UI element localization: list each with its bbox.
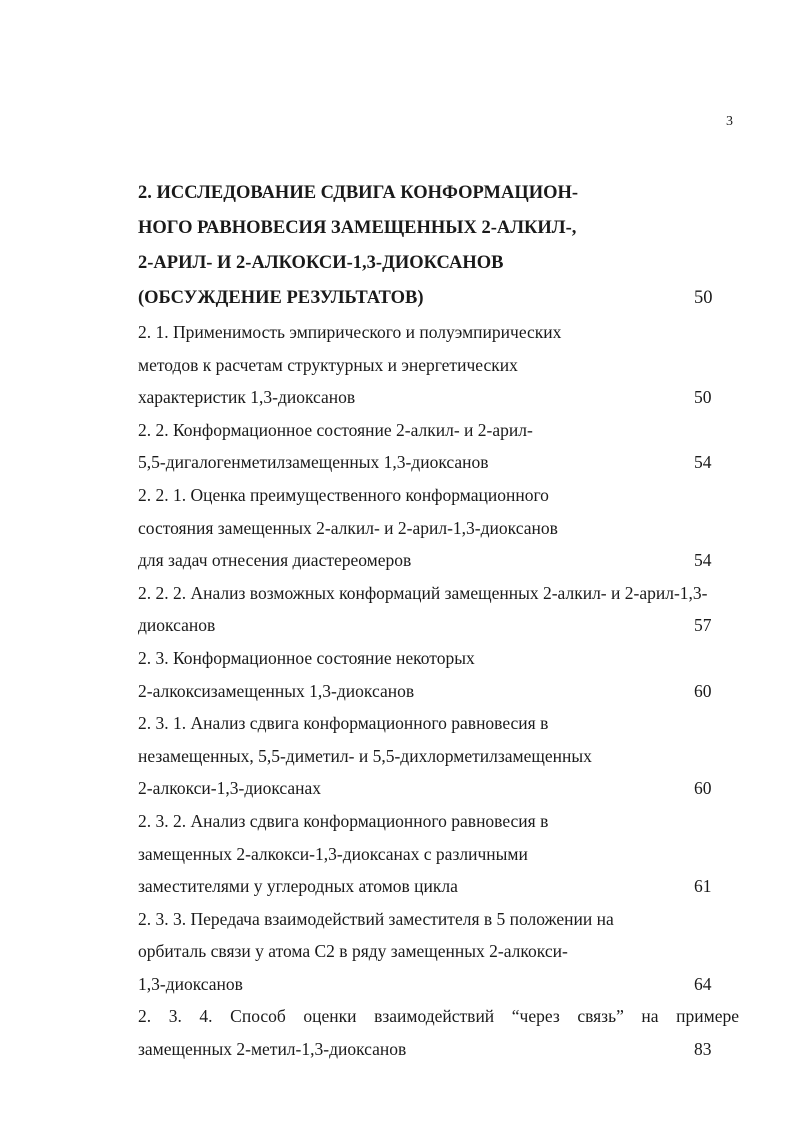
toc-entry-line <box>138 675 743 708</box>
heading-line-text: (ОБСУЖДЕНИЕ РЕЗУЛЬТАТОВ) <box>138 288 424 308</box>
toc-entry-text: 2-алкокси-1,3-диоксанах <box>138 778 322 799</box>
toc-entry <box>138 707 743 805</box>
toc-page-number: 54 <box>694 452 712 473</box>
toc-page-number: 60 <box>694 680 712 701</box>
toc-entry <box>138 316 743 414</box>
toc-heading <box>138 176 743 316</box>
toc-entry-text: характеристик 1,3-диоксанов <box>138 387 356 408</box>
toc-entry-line <box>138 446 743 479</box>
toc-entry-line <box>138 870 743 903</box>
page-number: 3 <box>726 114 733 129</box>
toc-entry-line <box>138 772 743 805</box>
toc-entry <box>138 1000 743 1065</box>
toc-page-number: 83 <box>694 1039 712 1060</box>
heading-line <box>138 281 743 316</box>
toc-entry <box>138 903 743 1001</box>
toc-entry <box>138 642 743 707</box>
toc-entry-line: 2. 3. 1. Анализ сдвига конформационного равновесия в <box>138 713 549 734</box>
toc-entry-text: заместителями у углеродных атомов цикла <box>138 876 458 897</box>
heading-line: 2. ИССЛЕДОВАНИЕ СДВИГА КОНФОРМАЦИОН- <box>138 183 579 203</box>
toc-page-number: 60 <box>694 778 712 799</box>
toc-entry-line: 2. 3. Конформационное состояние некоторых <box>138 647 475 668</box>
heading-line: НОГО РАВНОВЕСИЯ ЗАМЕЩЕННЫХ 2-АЛКИЛ-, <box>138 218 577 238</box>
table-of-contents <box>138 176 743 1066</box>
toc-page-number: 61 <box>694 876 712 897</box>
toc-page-number: 57 <box>694 615 712 636</box>
toc-entry-line: 2. 2. Конформационное состояние 2-алкил- и 2-арил- <box>138 419 533 440</box>
toc-page-number: 54 <box>694 550 712 571</box>
toc-entry-line: замещенных 2-алкокси-1,3-диоксанах с различными <box>138 843 528 864</box>
toc-entry-line <box>138 968 743 1001</box>
toc-entry-text: 2-алкоксизамещенных 1,3-диоксанов <box>138 680 415 701</box>
toc-entry-line: 2. 3. 4. Способ оценки взаимодействий “через связь” на примере <box>138 1006 739 1027</box>
toc-entry-line: незамещенных, 5,5-диметил- и 5,5-дихлорметилзамещенных <box>138 745 592 766</box>
toc-entry <box>138 805 743 903</box>
toc-entry-line: 2. 3. 2. Анализ сдвига конформационного равновесия в <box>138 810 549 831</box>
toc-entry <box>138 479 743 577</box>
toc-entry-line: 2. 2. 1. Оценка преимущественного конформационного <box>138 484 549 505</box>
toc-entry <box>138 414 743 479</box>
toc-page-number: 50 <box>694 387 712 408</box>
toc-entry-text: 1,3-диоксанов <box>138 973 243 994</box>
toc-entry-line <box>138 1033 743 1066</box>
toc-entry-line <box>138 609 743 642</box>
heading-line: 2-АРИЛ- И 2-АЛКОКСИ-1,3-ДИОКСАНОВ <box>138 253 504 273</box>
toc-entry-line: 2. 3. 3. Передача взаимодействий заместителя в 5 положении на <box>138 908 614 929</box>
toc-entry-line <box>138 544 743 577</box>
toc-entry-text: замещенных 2-метил-1,3-диоксанов <box>138 1039 407 1060</box>
toc-entry <box>138 577 743 642</box>
toc-entry-line: 2. 1. Применимость эмпирического и полуэмпирических <box>138 322 562 342</box>
toc-entry-line: состояния замещенных 2-алкил- и 2-арил-1,3-диоксанов <box>138 517 558 538</box>
toc-entry-text: 5,5-дигалогенметилзамещенных 1,3-диоксанов <box>138 452 489 473</box>
toc-entry-text: диоксанов <box>138 615 216 636</box>
toc-page-number: 50 <box>694 288 713 308</box>
toc-entry-line <box>138 381 743 414</box>
toc-entry-line: орбиталь связи у атома С2 в ряду замещенных 2-алкокси- <box>138 941 568 962</box>
toc-entry-text: для задач отнесения диастереомеров <box>138 550 412 571</box>
toc-page-number: 64 <box>694 973 712 994</box>
toc-entry-line: методов к расчетам структурных и энергетических <box>138 354 518 375</box>
toc-entry-line: 2. 2. 2. Анализ возможных конформаций замещенных 2-алкил- и 2-арил-1,3- <box>138 582 708 603</box>
